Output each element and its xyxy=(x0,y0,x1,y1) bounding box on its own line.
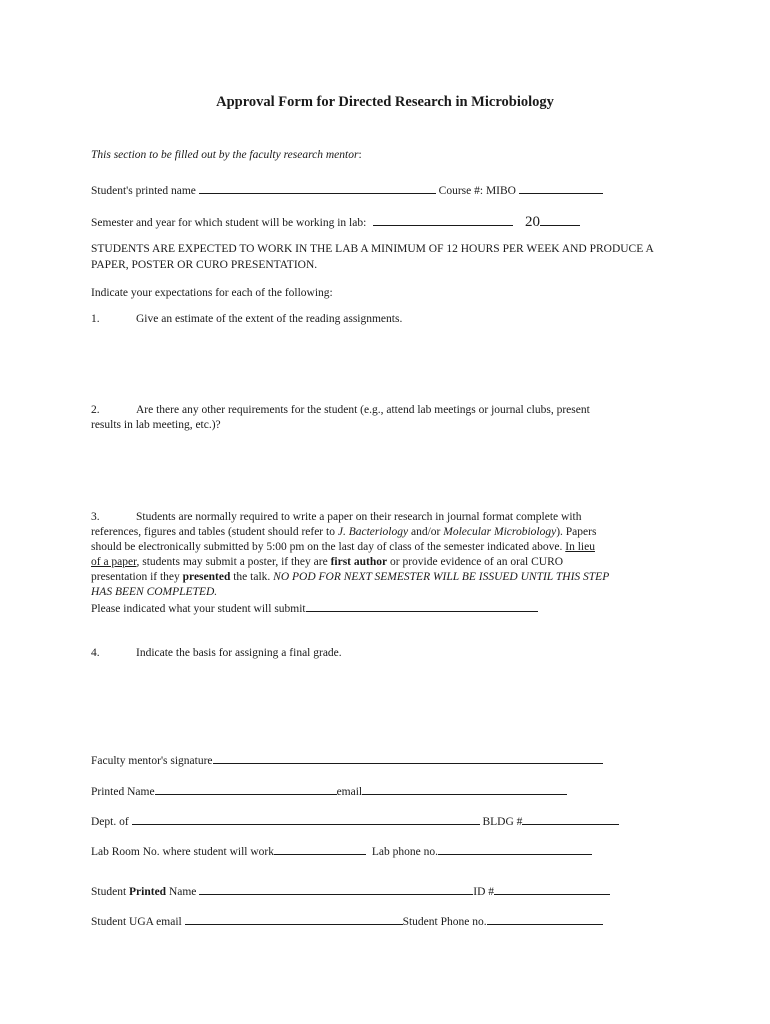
intro-text: This section to be filled out by the faculty research mentor xyxy=(91,149,359,161)
pod-warning: NO POD FOR NEXT SEMESTER WILL BE ISSUED UNTIL THIS STEP xyxy=(273,571,610,583)
journal-bacteriology: J. Bacteriology xyxy=(337,526,409,538)
journal-molecular-microbiology: Molecular Microbiology xyxy=(443,526,557,538)
lab-room-field[interactable] xyxy=(274,843,366,855)
notice-line-1: STUDENTS ARE EXPECTED TO WORK IN THE LAB A MINIMUM OF 12 HOURS PER WEEK AND PRODUCE A xyxy=(91,243,654,255)
id-field[interactable] xyxy=(494,883,610,895)
semester-label: Semester and year for which student will be working in lab: xyxy=(91,217,367,229)
question-3: 3. Students are normally required to write a paper on their research in journal format complete with references, figures and tables (student should refer to J. Bacteriology and/or Molecular Microbiology). Papers should be electronically submitted by 5:00 pm on the last day of class of the semester indicated above. In lieu of a paper, students may submit a poster, if they are first author or provide evidence of an oral CURO presentation if they presented the talk. NO POD FOR NEXT SEMESTER WILL BE ISSUED UNTIL THIS STEP HAS BEEN COMPLETED. Please indicated what your student will submit xyxy=(91,511,610,615)
student-name-field[interactable] xyxy=(199,182,436,194)
course-label: Course #: MIBO xyxy=(438,185,516,197)
question-2-number: 2. xyxy=(91,404,100,416)
student-printed-emphasis: Printed xyxy=(129,886,167,898)
lab-room-label: Lab Room No. where student will work xyxy=(91,846,275,858)
form-title: Approval Form for Directed Research in Microbiology xyxy=(216,94,554,110)
question-2-text-b: results in lab meeting, etc.)? xyxy=(91,419,221,431)
question-3-number: 3. xyxy=(91,511,100,523)
signature-field[interactable] xyxy=(213,752,603,764)
student-course-row xyxy=(91,182,603,197)
student-email-row xyxy=(91,913,603,928)
semester-row xyxy=(91,214,580,231)
question-2 xyxy=(91,404,590,416)
lab-room-row xyxy=(91,843,592,858)
question-1-text: Give an estimate of the extent of the reading assignments. xyxy=(136,313,403,325)
uga-email-label: Student UGA email xyxy=(91,916,182,928)
student-printed-row: Student Printed Name ID # xyxy=(91,883,610,898)
question-4-text: Indicate the basis for assigning a final grade. xyxy=(136,647,342,659)
first-author-emphasis: first author xyxy=(330,556,388,568)
student-printed-name-field[interactable] xyxy=(199,883,473,895)
indicate-text: Indicate your expectations for each of the following: xyxy=(91,287,333,299)
notice-line-2: PAPER, POSTER OR CURO PRESENTATION. xyxy=(91,259,318,271)
signature-label: Faculty mentor's signature xyxy=(91,755,213,767)
year-prefix: 20 xyxy=(525,214,541,230)
printed-name-field[interactable] xyxy=(155,783,337,795)
question-1-number: 1. xyxy=(91,313,100,325)
printed-name-row xyxy=(91,783,567,798)
question-2-text-a: Are there any other requirements for the student (e.g., attend lab meetings or journal clubs, present xyxy=(136,404,590,416)
student-phone-label: Student Phone no. xyxy=(402,916,487,928)
submit-label: Please indicated what your student will submit xyxy=(91,603,306,615)
lab-phone-label: Lab phone no. xyxy=(371,846,438,858)
lab-phone-field[interactable] xyxy=(438,843,592,855)
question-4-number: 4. xyxy=(91,647,100,659)
email-field[interactable] xyxy=(362,783,567,795)
semester-field[interactable] xyxy=(373,214,513,226)
dept-field[interactable] xyxy=(132,813,480,825)
question-1-answer-area[interactable] xyxy=(91,332,683,400)
dept-label: Dept. of xyxy=(91,816,129,828)
bldg-label: BLDG # xyxy=(482,816,523,828)
printed-name-label: Printed Name xyxy=(91,786,155,798)
year-field[interactable] xyxy=(540,214,580,226)
question-4-answer-area[interactable] xyxy=(91,666,683,742)
bldg-field[interactable] xyxy=(522,813,619,825)
email-label: email xyxy=(336,786,363,798)
student-name-label: Student's printed name xyxy=(91,185,196,197)
student-phone-field[interactable] xyxy=(487,913,603,925)
id-label: ID # xyxy=(473,886,495,898)
question-2-answer-area[interactable] xyxy=(91,438,683,506)
uga-email-field[interactable] xyxy=(185,913,403,925)
presented-emphasis: presented xyxy=(182,571,231,583)
dept-row xyxy=(91,813,619,828)
question-4 xyxy=(91,647,342,659)
question-1 xyxy=(91,313,402,325)
intro-line: This section to be filled out by the faculty research mentor: xyxy=(91,149,362,161)
course-number-field[interactable] xyxy=(519,182,603,194)
submission-type-field[interactable] xyxy=(306,600,538,612)
pod-warning-end: HAS BEEN COMPLETED. xyxy=(91,586,218,598)
signature-row xyxy=(91,752,603,767)
